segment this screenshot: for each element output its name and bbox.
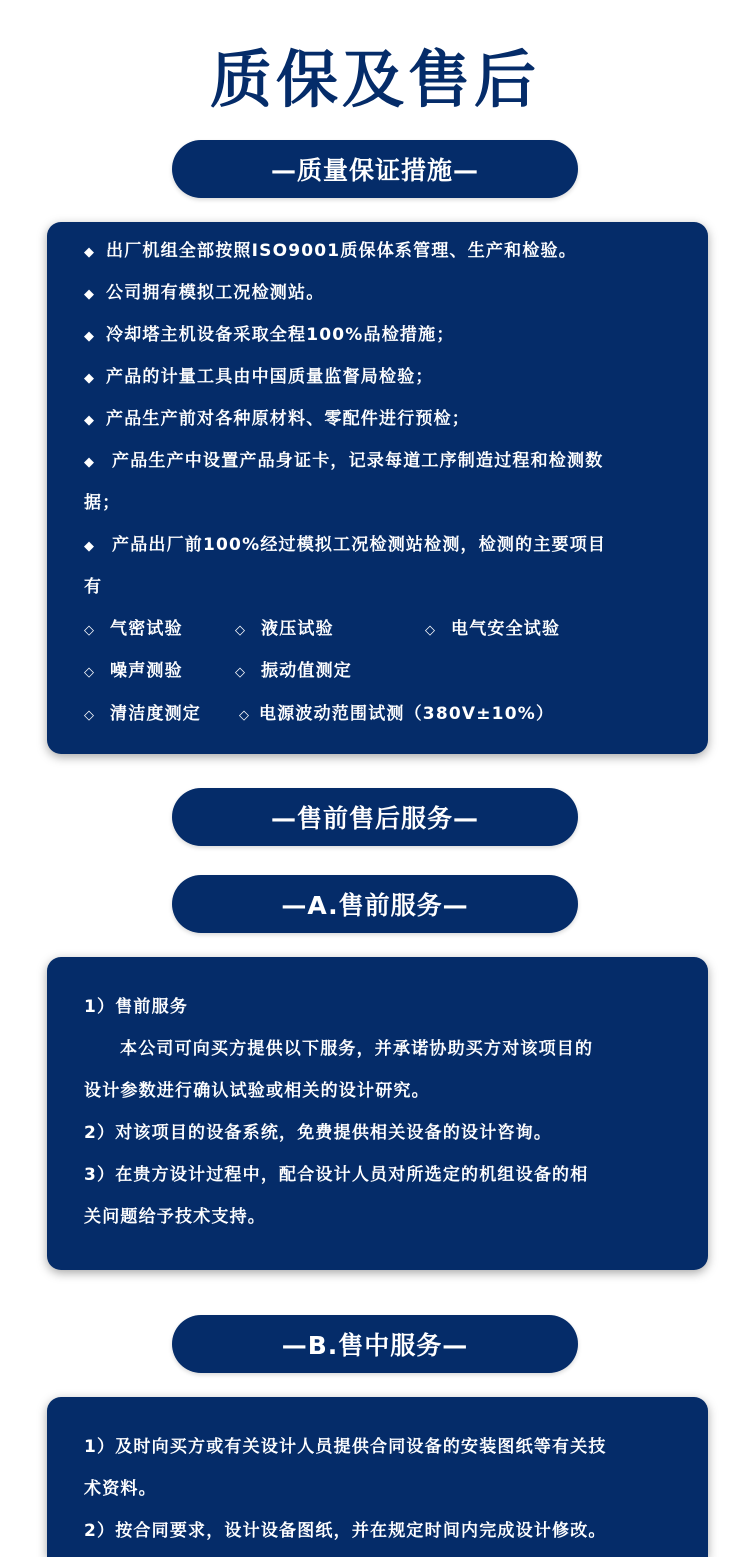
diamond-outline-icon: ◇ <box>84 665 96 680</box>
quality-item: ◆ 出厂机组全部按照ISO9001质保体系管理、生产和检验。 <box>84 239 678 265</box>
mid-sale-line: 2）按合同要求，设计设备图纸，并在规定时间内完成设计修改。 <box>84 1521 607 1541</box>
pre-sale-line: 2）对该项目的设备系统，免费提供相关设备的设计咨询。 <box>84 1123 553 1143</box>
test-item: ◇ 清洁度测定 <box>84 702 201 728</box>
quality-card <box>47 222 708 754</box>
mid-sale-line: 术资料。 <box>84 1479 157 1499</box>
pre-sale-line: 本公司可向买方提供以下服务，并承诺协助买方对该项目的 <box>120 1039 594 1059</box>
service-heading: —售前售后服务— <box>172 788 578 846</box>
test-item: ◇ 气密试验 <box>84 617 183 643</box>
diamond-bullet-icon: ◆ <box>84 287 96 302</box>
diamond-bullet-icon: ◆ <box>84 245 96 260</box>
test-item: ◇ 噪声测验 <box>84 659 183 685</box>
quality-item: ◆ 公司拥有模拟工况检测站。 <box>84 281 678 307</box>
quality-item-continued: 有 <box>84 577 103 597</box>
test-item: ◇ 液压试验 <box>235 617 334 643</box>
diamond-bullet-icon: ◆ <box>84 371 96 386</box>
pre-sale-heading: —A.售前服务— <box>172 875 578 933</box>
diamond-outline-icon: ◇ <box>239 708 251 723</box>
test-item: ◇ 电源波动范围试测（380V±10%） <box>239 702 554 728</box>
quality-item: ◆ 产品生产中设置产品身证卡，记录每道工序制造过程和检测数 <box>84 449 678 475</box>
quality-heading: —质量保证措施— <box>172 140 578 198</box>
diamond-bullet-icon: ◆ <box>84 455 96 470</box>
pre-sale-line: 1）售前服务 <box>84 997 189 1017</box>
diamond-bullet-icon: ◆ <box>84 329 96 344</box>
test-item: ◇ 电气安全试验 <box>425 617 560 643</box>
mid-sale-line: 1）及时向买方或有关设计人员提供合同设备的安装图纸等有关技 <box>84 1437 607 1457</box>
quality-item-continued: 据； <box>84 493 121 513</box>
page-title: 质保及售后 <box>209 43 540 116</box>
quality-item: ◆ 产品生产前对各种原材料、零配件进行预检； <box>84 407 678 433</box>
quality-item: ◆ 产品的计量工具由中国质量监督局检验； <box>84 365 678 391</box>
diamond-bullet-icon: ◆ <box>84 539 96 554</box>
diamond-outline-icon: ◇ <box>84 708 96 723</box>
quality-item: ◆ 冷却塔主机设备采取全程100%品检措施； <box>84 323 678 349</box>
diamond-outline-icon: ◇ <box>235 665 247 680</box>
mid-sale-heading: —B.售中服务— <box>172 1315 578 1373</box>
pre-sale-line: 设计参数进行确认试验或相关的设计研究。 <box>84 1081 430 1101</box>
mid-sale-card <box>47 1397 708 1557</box>
pre-sale-line: 3）在贵方设计过程中，配合设计人员对所选定的机组设备的相 <box>84 1165 589 1185</box>
pre-sale-card <box>47 957 708 1270</box>
quality-item: ◆ 产品出厂前100%经过模拟工况检测站检测，检测的主要项目 <box>84 533 678 559</box>
diamond-outline-icon: ◇ <box>425 623 437 638</box>
diamond-outline-icon: ◇ <box>235 623 247 638</box>
pre-sale-line: 关问题给予技术支持。 <box>84 1207 266 1227</box>
diamond-bullet-icon: ◆ <box>84 413 96 428</box>
test-item: ◇ 振动值测定 <box>235 659 352 685</box>
diamond-outline-icon: ◇ <box>84 623 96 638</box>
